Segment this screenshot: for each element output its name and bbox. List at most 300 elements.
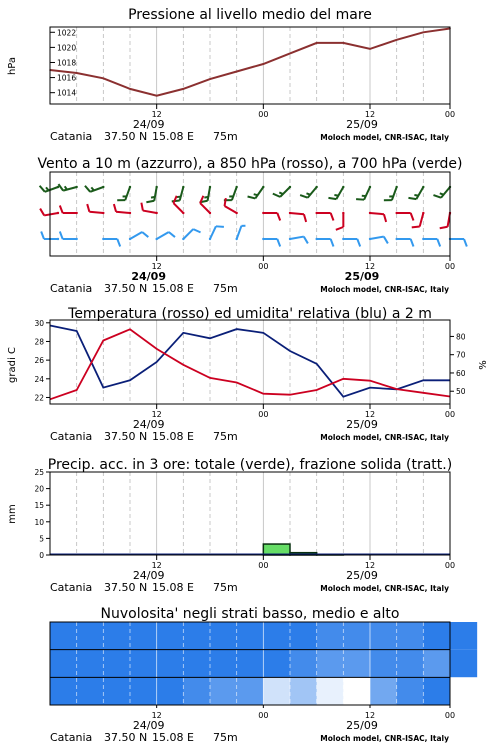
cloud-cell (130, 622, 157, 650)
location-lon: 15.08 E (152, 130, 194, 143)
cloud-cell (50, 622, 77, 650)
y-axis-label: mm (7, 504, 18, 524)
wind-barb-feather (277, 213, 280, 220)
wind-barb (369, 212, 386, 222)
wind-barb-dot (155, 212, 157, 214)
location-lon: 15.08 E (152, 731, 194, 744)
cloud-cell (263, 622, 290, 650)
wind-barb-feather (173, 196, 176, 203)
wind-barb (262, 212, 280, 221)
cloud-cell (263, 650, 290, 678)
location-lat: 37.50 N (104, 430, 148, 443)
cloud-cell (343, 622, 370, 650)
pressure-point (369, 48, 371, 50)
wind-barb-dot (209, 186, 211, 188)
pressure-point (263, 63, 265, 65)
wind-barb-staff (416, 187, 423, 199)
wind-barb-feather (172, 201, 180, 202)
wind-barb-dot (262, 212, 264, 214)
cloud-cell (103, 622, 130, 650)
wind-barb-feather (357, 239, 360, 246)
wind-barb-feather (225, 198, 226, 206)
y2-tick-label: 80 (456, 332, 466, 342)
cloud-cell (210, 677, 237, 705)
location-city: Catania (50, 581, 93, 594)
wind-barb-feather (151, 197, 155, 198)
cloud-cell (210, 622, 237, 650)
wind-barb (248, 186, 265, 199)
cloud-cell (157, 622, 184, 650)
x-tick-label: 00 (444, 410, 456, 419)
date-label: 25/09 (346, 418, 378, 431)
location-lat: 37.50 N (104, 581, 148, 594)
wind-barb (449, 238, 467, 247)
y-tick-label: 1020 (57, 43, 77, 53)
y-tick-label: 30 (34, 318, 44, 328)
wind-barb-staff (125, 187, 130, 200)
wind-barb (40, 186, 60, 192)
wind-barb-feather (60, 206, 63, 213)
wind-barb-dot (129, 186, 131, 188)
wind-barb (117, 186, 131, 200)
wind-barb (342, 238, 360, 247)
wind-barb-staff (370, 213, 384, 214)
panel-title: Temperatura (rosso) ed umidita' relativa (blu) a 2 m (68, 306, 432, 322)
wind-barb-feather (146, 201, 154, 202)
wind-barb-feather (384, 237, 388, 244)
wind-barb-dot (289, 186, 291, 188)
wind-barb-dot (182, 212, 184, 214)
wind-barb-dot (262, 238, 264, 240)
model-credit: Moloch model, CNR-ISAC, Italy (320, 734, 449, 743)
wind-barb-feather (216, 226, 224, 227)
cloud-cell (370, 622, 397, 650)
panel-wind (37, 156, 466, 295)
wind-barb-dot (422, 238, 424, 240)
humidity-line (50, 326, 450, 397)
pressure-point (156, 95, 158, 97)
cloud-cell (450, 677, 477, 705)
cloud-cell (343, 650, 370, 678)
x-tick-label: 12 (151, 561, 162, 570)
cloud-cell (397, 622, 424, 650)
wind-barb-feather (91, 187, 94, 190)
wind-barb-feather (273, 194, 280, 197)
y-tick-label: 0 (39, 551, 44, 560)
wind-barb (422, 238, 440, 247)
wind-barb-feather (169, 232, 175, 237)
wind-barb-feather (412, 227, 420, 228)
pressure-point (103, 78, 105, 80)
wind-barb (315, 212, 333, 221)
y-tick-label: 10 (34, 517, 44, 527)
wind-barb-feather (440, 227, 448, 228)
cloud-cell (317, 650, 344, 678)
wind-barb (102, 238, 120, 247)
wind-barb-feather (411, 213, 414, 220)
wind-barb-dot (75, 212, 77, 214)
wind-barb (172, 186, 185, 202)
x-tick-label: 00 (258, 410, 269, 419)
wind-barb (85, 186, 105, 192)
x-tick-label: 00 (258, 561, 269, 570)
wind-barb-feather (334, 195, 338, 196)
wind-barb-staff (130, 232, 142, 239)
y-tick-label: 1018 (57, 58, 77, 68)
wind-barb (289, 212, 306, 222)
wind-barb-feather (440, 193, 444, 194)
cloud-cell (370, 650, 397, 678)
pressure-point (289, 53, 291, 55)
wind-barb-feather (204, 197, 208, 198)
cloud-cell (130, 650, 157, 678)
wind-barb (289, 237, 308, 244)
x-tick-label: 00 (444, 711, 456, 720)
cloud-cell (237, 677, 264, 705)
wind-barb (273, 186, 291, 197)
y-tick-label: 26 (34, 356, 44, 366)
wind-barb (224, 186, 238, 200)
wind-barb (146, 186, 157, 202)
wind-barb (235, 226, 245, 240)
wind-barb (369, 237, 388, 244)
wind-barb-staff (308, 187, 317, 198)
cloud-cell (263, 677, 290, 705)
wind-barb-staff (208, 187, 210, 201)
date-label: 25/09 (346, 569, 378, 582)
wind-barb-staff (173, 203, 183, 213)
cloud-cell (290, 622, 317, 650)
location-city: Catania (50, 731, 93, 744)
pressure-point (129, 88, 131, 90)
wind-barb-feather (408, 198, 416, 199)
wind-barb-feather (117, 239, 120, 246)
wind-barb-feather (331, 239, 334, 246)
wind-barb (408, 186, 424, 199)
y-tick-label: 25 (34, 468, 44, 477)
cloud-cell (397, 677, 424, 705)
x-tick-label: 00 (258, 262, 269, 271)
wind-barb (433, 186, 451, 198)
wind-barb-dot (315, 186, 317, 188)
wind-barb-staff (232, 187, 237, 200)
wind-barb-staff (420, 213, 424, 227)
y-tick-label: 20 (34, 484, 44, 494)
plot-frame (50, 27, 450, 104)
plot-frame (50, 320, 450, 404)
wind-barb-feather (40, 186, 45, 192)
wind-barb-dot (315, 212, 317, 214)
wind-barb-dot (289, 212, 291, 214)
wind-barb (395, 238, 413, 247)
date-label: 24/09 (131, 270, 166, 283)
pressure-point (236, 71, 238, 73)
wind-barb-dot (102, 212, 104, 214)
cloud-cell (423, 677, 450, 705)
wind-barb (141, 203, 157, 214)
location-lat: 37.50 N (104, 282, 148, 295)
wind-barb-feather (46, 187, 49, 190)
location-elevation: 75m (213, 282, 238, 295)
cloud-cell (50, 650, 77, 678)
panel-precipitation (7, 457, 455, 594)
panel-cloud-cover (50, 606, 477, 744)
wind-barb-dot (342, 238, 344, 240)
pressure-point (316, 42, 318, 44)
wind-barb (60, 232, 78, 241)
panel-title: Vento a 10 m (azzurro), a 850 hPa (rosso), a 700 hPa (verde) (37, 156, 463, 172)
cloud-cell (317, 622, 344, 650)
y2-tick-label: 50 (456, 387, 466, 397)
x-tick-label: 12 (364, 110, 376, 119)
location-city: Catania (50, 430, 93, 443)
wind-barb-staff (210, 226, 216, 239)
wind-barb-feather (193, 229, 200, 232)
wind-barb (60, 206, 78, 215)
wind-barb-feather (433, 195, 441, 198)
date-label: 25/09 (346, 719, 378, 732)
wind-barb (58, 184, 77, 190)
wind-barb (182, 229, 200, 240)
wind-barb (209, 226, 224, 240)
wind-barb-dot (102, 186, 104, 188)
wind-barb-dot (395, 212, 397, 214)
y-tick-label: 15 (34, 501, 44, 511)
wind-barb-dot (235, 186, 237, 188)
wind-barb-dot (369, 212, 371, 214)
cloud-cell (183, 622, 210, 650)
x-tick-label: 12 (151, 711, 162, 720)
wind-barb (87, 204, 104, 214)
wind-barb-dot (209, 212, 211, 214)
pressure-point (76, 72, 78, 74)
wind-barb-staff (392, 187, 397, 200)
wind-barb-feather (331, 213, 334, 220)
x-tick-label: 00 (444, 561, 456, 570)
wind-barb (300, 186, 318, 198)
wind-barb-dot (155, 186, 157, 188)
wind-barb-feather (300, 195, 308, 198)
cloud-cell (103, 650, 130, 678)
panel-title: Nuvolosita' negli strati basso, medio e alto (100, 606, 400, 622)
location-elevation: 75m (213, 581, 238, 594)
cloud-cell (183, 650, 210, 678)
wind-barb-feather (411, 239, 414, 246)
wind-barb-dot (422, 186, 424, 188)
cloud-cell (77, 622, 104, 650)
pressure-point (183, 88, 185, 90)
wind-barb-feather (58, 184, 63, 190)
wind-barb-feather (87, 204, 89, 212)
date-label: 24/09 (132, 118, 165, 131)
y-tick-label: 5 (39, 534, 44, 544)
y-tick-label: 1014 (57, 88, 77, 98)
plot-frame (50, 472, 450, 555)
pressure-point (396, 39, 398, 41)
wind-barb-staff (290, 213, 304, 214)
wind-barb (315, 238, 333, 247)
location-lon: 15.08 E (152, 581, 194, 594)
cloud-cell (290, 650, 317, 678)
wind-barb-feather (306, 193, 310, 194)
location-lat: 37.50 N (104, 130, 148, 143)
wind-barb-staff (364, 187, 370, 200)
y-axis-label: hPa (7, 56, 18, 76)
wind-barb-dot (75, 186, 77, 188)
wind-barb-feather (277, 239, 280, 246)
wind-barb (114, 204, 131, 214)
wind-barb-staff (280, 187, 290, 197)
cloud-cell (77, 677, 104, 705)
wind-barb-dot (155, 238, 157, 240)
date-label: 24/09 (132, 569, 165, 582)
wind-barb-staff (89, 212, 103, 213)
location-lat: 37.50 N (104, 731, 148, 744)
location-lon: 15.08 E (152, 430, 194, 443)
wind-barb-staff (290, 237, 304, 239)
wind-barb-dot (395, 186, 397, 188)
cloud-cell (210, 650, 237, 678)
wind-barb-staff (255, 187, 263, 198)
x-tick-label: 00 (258, 711, 269, 720)
wind-barb-staff (183, 229, 193, 239)
wind-barb-feather (384, 214, 386, 222)
wind-barb-dot (262, 186, 264, 188)
location-elevation: 75m (213, 430, 238, 443)
wind-barb-dot (342, 212, 344, 214)
wind-barb-staff (225, 206, 237, 213)
date-label: 24/09 (132, 719, 165, 732)
cloud-cell (77, 650, 104, 678)
wind-barb-dot (57, 212, 59, 214)
wind-barb-staff (336, 187, 343, 199)
wind-barb-dot (129, 238, 131, 240)
cloud-cell (423, 622, 450, 650)
cloud-cell (237, 650, 264, 678)
wind-barb (336, 212, 345, 230)
wind-barb-dot (209, 238, 211, 240)
y-tick-label: 24 (34, 374, 44, 384)
wind-barb (200, 196, 211, 214)
wind-barb-feather (336, 227, 343, 230)
model-credit: Moloch model, CNR-ISAC, Italy (320, 433, 449, 442)
wind-barb-feather (41, 232, 44, 239)
wind-barb (155, 232, 175, 240)
wind-barb-staff (237, 226, 242, 239)
wind-barb-feather (142, 232, 148, 237)
date-label: 24/09 (132, 418, 165, 431)
y2-tick-label: 60 (456, 368, 466, 378)
wind-barb-feather (328, 198, 336, 199)
cloud-cell (157, 650, 184, 678)
wind-barb-dot (422, 212, 424, 214)
cloud-cell (450, 622, 477, 650)
panel-title: Pressione al livello medio del mare (128, 7, 372, 23)
model-credit: Moloch model, CNR-ISAC, Italy (320, 584, 449, 593)
x-tick-label: 12 (364, 410, 376, 419)
x-tick-label: 00 (444, 110, 456, 119)
wind-barb-dot (315, 238, 317, 240)
cloud-cell (157, 677, 184, 705)
wind-barb (262, 238, 280, 247)
x-tick-label: 12 (364, 262, 376, 271)
location-city: Catania (50, 130, 93, 143)
wind-barb-staff (157, 232, 169, 239)
location-city: Catania (50, 282, 93, 295)
wind-barb-staff (116, 212, 130, 213)
cloud-cell (423, 650, 450, 678)
wind-barb-feather (254, 194, 258, 195)
wind-barb-staff (180, 187, 184, 201)
wind-barb-dot (235, 238, 237, 240)
pressure-point (423, 31, 425, 33)
wind-barb-dot (129, 212, 131, 214)
cloud-cell (130, 677, 157, 705)
wind-barb-feather (356, 199, 364, 200)
wind-barb (395, 212, 413, 221)
pressure-point (209, 78, 211, 80)
wind-barb-dot (369, 238, 371, 240)
wind-barb-dot (182, 186, 184, 188)
date-label: 25/09 (346, 118, 378, 131)
wind-barb-feather (464, 239, 467, 246)
wind-barb-feather (248, 197, 256, 199)
cloud-cell (343, 677, 370, 705)
wind-barb-dot (75, 238, 77, 240)
wind-barb-dot (369, 186, 371, 188)
wind-barb-feather (414, 195, 418, 196)
wind-barb (440, 212, 451, 228)
location-elevation: 75m (213, 731, 238, 744)
wind-barb-staff (44, 213, 58, 215)
wind-barb-dot (395, 238, 397, 240)
wind-barb-feather (60, 232, 63, 239)
wind-barb-feather (304, 237, 308, 244)
y-tick-label: 1022 (57, 28, 77, 38)
wind-barb-feather (40, 209, 44, 216)
cloud-cell (50, 677, 77, 705)
y-tick-label: 1016 (57, 73, 77, 83)
cloud-cell (397, 650, 424, 678)
wind-barb (384, 186, 398, 200)
y-axis-label: gradi C (7, 347, 18, 383)
wind-barb-feather (141, 203, 142, 211)
wind-barb-dot (342, 186, 344, 188)
wind-barb-staff (370, 237, 384, 239)
wind-barb-staff (441, 187, 450, 198)
x-tick-label: 00 (444, 262, 456, 271)
cloud-cell (290, 677, 317, 705)
wind-barb-feather (304, 214, 306, 222)
wind-barb-dot (102, 238, 104, 240)
y-tick-label: 28 (34, 337, 44, 347)
x-tick-label: 12 (151, 410, 162, 419)
wind-barb-dot (289, 238, 291, 240)
cloud-cell (450, 650, 477, 678)
cloud-cell (103, 677, 130, 705)
wind-barb-staff (143, 211, 157, 213)
location-elevation: 75m (213, 130, 238, 143)
plot-frame (50, 172, 450, 256)
panel-title: Precip. acc. in 3 ore: totale (verde), frazione solida (tratt.) (47, 457, 453, 473)
cloud-cell (370, 677, 397, 705)
x-tick-label: 00 (258, 110, 269, 119)
precip-bar (263, 544, 290, 555)
pressure-line (50, 29, 450, 96)
x-tick-label: 12 (364, 561, 376, 570)
wind-barb (328, 186, 344, 199)
y-tick-label: 22 (34, 393, 44, 403)
